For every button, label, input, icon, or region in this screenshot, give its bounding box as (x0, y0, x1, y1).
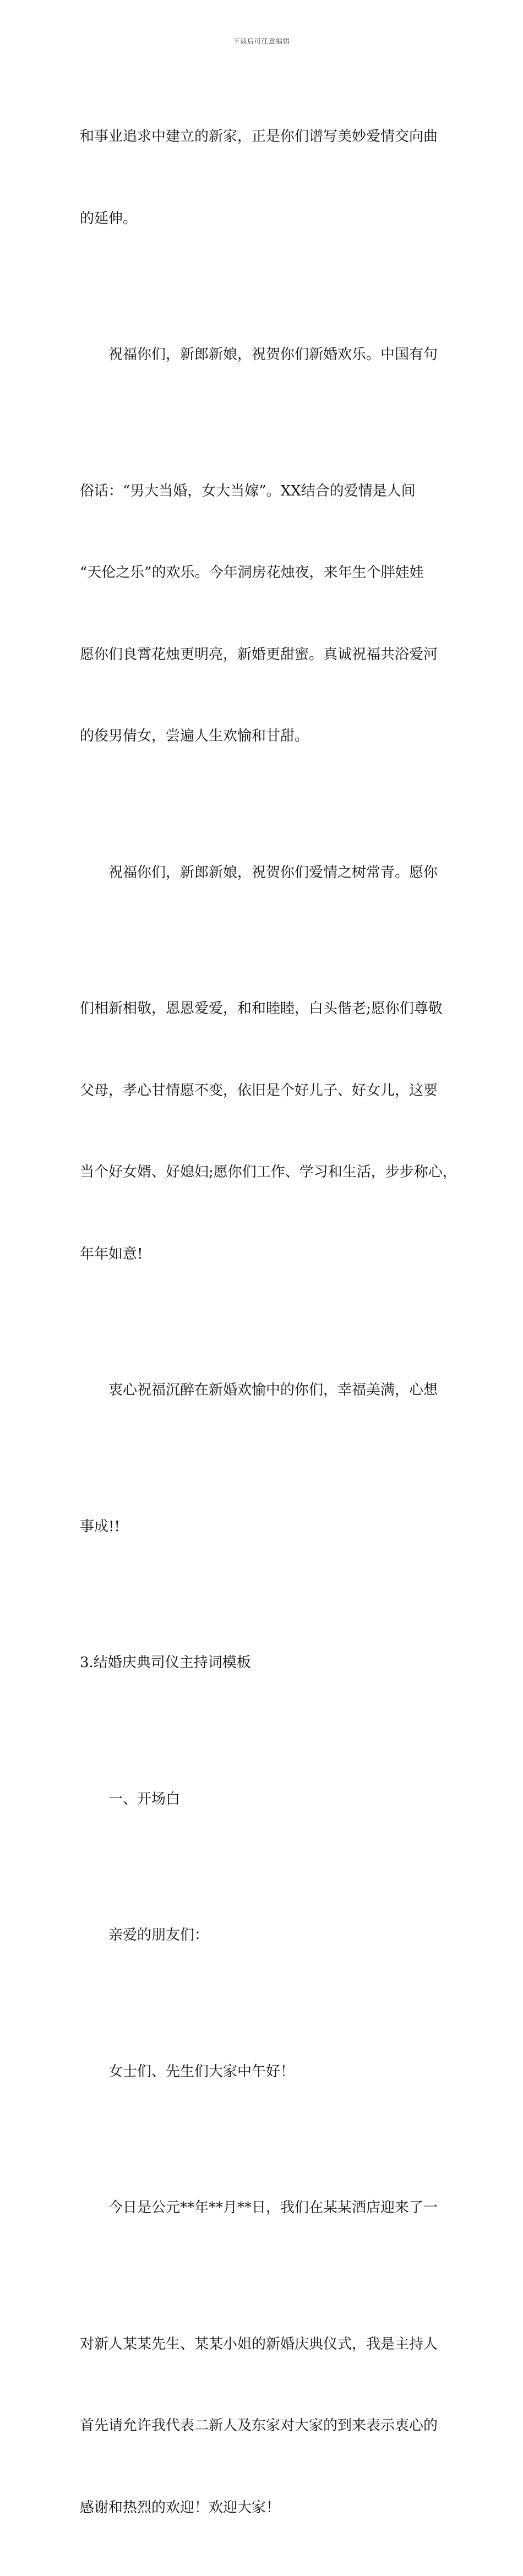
section-heading (80, 1595, 454, 1731)
text-line: 的俊男倩女，尝遍人生欢愉和甘甜。 (80, 723, 454, 750)
text-line: 一、开场白 (80, 1786, 454, 1813)
text-line: 祝福你们，新郎新娘，祝贺你们爱情之树常青。愿你 (80, 859, 454, 887)
text-line: 感谢和热烈的欢迎！欢迎大家！ (80, 2495, 454, 2522)
text-line: 3.结婚庆典司仪主持词模板 (80, 1649, 454, 1677)
paragraph (80, 805, 454, 941)
text-line: 女士们、先生们大家中午好！ (80, 2058, 454, 2086)
text-line: 当个好女婿、好媳妇;愿你们工作、学习和生活，步步称心， (80, 1159, 454, 1186)
text-line: 对新人某某先生、某某小姐的新婚庆典仪式，我是主持人 (80, 2331, 454, 2359)
text-line: 俗话：“男大当婚，女大当嫁”。XX结合的爱情是人间 (80, 478, 454, 505)
paragraph (80, 2140, 454, 2277)
text-line: 首先请允许我代表二新人及东家对大家的到来表示衷心的 (80, 2412, 454, 2440)
paragraph (80, 287, 454, 423)
paragraph-continuation (80, 941, 454, 1322)
page-header: 下载后可任意编辑 (0, 36, 523, 46)
text-line: 衷心祝福沉醉在新婚欢愉中的你们，幸福美满，心想 (80, 1377, 454, 1404)
text-line: “天伦之乐”的欢乐。今年洞房花烛夜，来年生个胖娃娃 (80, 559, 454, 587)
document-page (0, 0, 523, 740)
paragraph (80, 69, 454, 287)
document-body (80, 69, 454, 2576)
text-line: 愿你们良霄花烛更明亮，新婚更甜蜜。真诚祝福共浴爱河 (80, 641, 454, 669)
text-line: 的延伸。 (80, 205, 454, 233)
text-line: 父母，孝心甘情愿不变，依旧是个好儿子、好女儿，这要 (80, 1077, 454, 1105)
text-line: 祝福你们，新郎新娘，祝贺你们新婚欢乐。中国有句 (80, 341, 454, 369)
text-line: 们相新相敬，恩恩爱爱，和和睦睦，白头偕老;愿你们尊敬 (80, 995, 454, 1023)
subheading (80, 1731, 454, 1868)
paragraph-continuation (80, 423, 454, 805)
text-line: 和事业追求中建立的新家，正是你们谱写美妙爱情交向曲 (80, 123, 454, 151)
text-line: 今日是公元**年**月**日，我们在某某酒店迎来了一 (80, 2194, 454, 2222)
paragraph (80, 1322, 454, 1459)
paragraph-continuation (80, 1459, 454, 1595)
paragraph-continuation (80, 2277, 454, 2576)
text-line: 年年如意! (80, 1241, 454, 1268)
text-line: 亲爱的朋友们： (80, 1922, 454, 1949)
greeting (80, 2004, 454, 2141)
salutation (80, 1867, 454, 2004)
text-line: 事成!! (80, 1513, 454, 1541)
